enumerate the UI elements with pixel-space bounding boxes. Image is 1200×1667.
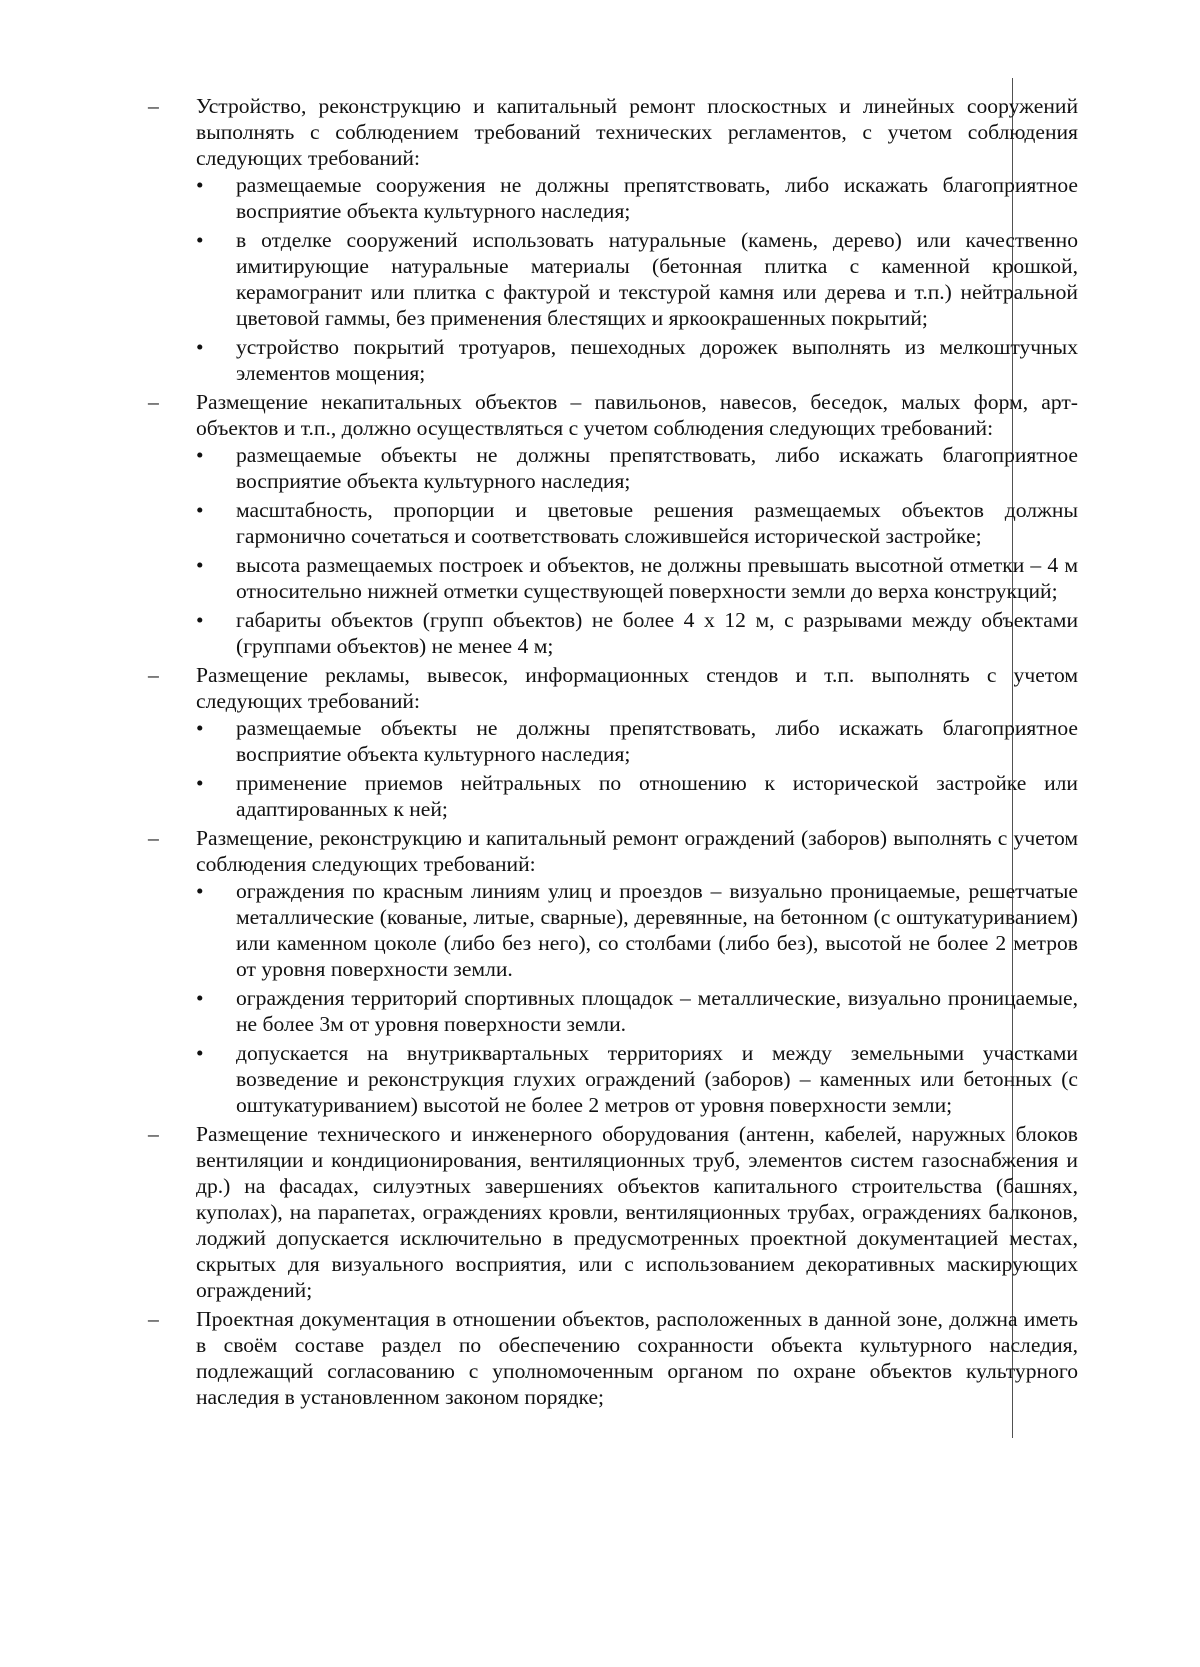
bullet-list-item [196,770,1078,822]
bullet-list-item [196,878,1078,982]
bullet-list-item [196,552,1078,604]
dash-marker: – [148,1307,159,1331]
bullet-text: масштабность, пропорции и цветовые решения размещаемых объектов должны гармонично сочетаться и соответствовать сложившейся исторической застройке; [236,498,1078,548]
bullet-marker: • [196,879,204,903]
dash-marker: – [148,663,159,687]
bullet-text: размещаемые сооружения не должны препятствовать, либо искажать благоприятное восприятие объекта культурного наследия; [236,173,1078,223]
dash-list-item [148,662,1078,822]
paragraph-text: Размещение некапитальных объектов – павильонов, навесов, беседок, малых форм, арт-объектов и т.п., должно осуществляться с учетом соблюдения следующих требований: [196,390,1078,440]
bullet-list-item [196,985,1078,1037]
bullet-list-item [196,715,1078,767]
bullet-text: в отделке сооружений использовать натуральные (камень, дерево) или качественно имитирующие натуральные материалы (бетонная плитка с каменной крошкой, керамогранит или плитка с фактурой и текстурой камня или дерева и т.п.) нейтральной цветовой гаммы, без применения блестящих и яркоокрашенных покрытий; [236,228,1078,330]
bullet-text: ограждения территорий спортивных площадок – металлические, визуально проницаемые, не более 3м от уровня поверхности земли. [236,986,1078,1036]
bullet-list-item [196,1040,1078,1118]
bullet-marker: • [196,443,204,467]
bullet-list-item [196,442,1078,494]
bullet-marker: • [196,986,204,1010]
bullet-marker: • [196,771,204,795]
dash-marker: – [148,1122,159,1146]
bullet-list-item [196,227,1078,331]
bullet-text: устройство покрытий тротуаров, пешеходных дорожек выполнять из мелкоштучных элементов мощения; [236,335,1078,385]
dash-marker: – [148,94,159,118]
bullet-list [196,878,1078,1118]
bullet-marker: • [196,228,204,252]
paragraph-text: Размещение технического и инженерного оборудования (антенн, кабелей, наружных блоков вентиляции и кондиционирования, вентиляционных труб, элементов систем газоснабжения и др.) на фасадах, силуэтных завершениях объектов капитального строительства (башнях, куполах), на парапетах, ограждениях кровли, вентиляционных трубах, ограждениях балконов, лоджий допускается исключительно в предусмотренных проектной документацией местах, скрытых для визуального восприятия, или с использованием декоративных маскирующих ограждений; [196,1122,1078,1302]
bullet-marker: • [196,608,204,632]
bullet-marker: • [196,498,204,522]
bullet-marker: • [196,173,204,197]
bullet-text: габариты объектов (групп объектов) не более 4 х 12 м, с разрывами между объектами (группами объектов) не менее 4 м; [236,608,1078,658]
document-body [148,93,1078,1413]
dash-list-item [148,825,1078,1118]
paragraph-text: Размещение, реконструкцию и капитальный ремонт ограждений (заборов) выполнять с учетом соблюдения следующих требований: [196,826,1078,876]
bullet-list-item [196,497,1078,549]
bullet-list [196,715,1078,822]
bullet-list-item [196,607,1078,659]
bullet-list-item [196,334,1078,386]
paragraph-text: Устройство, реконструкцию и капитальный ремонт плоскостных и линейных сооружений выполнять с соблюдением требований технических регламентов, с учетом соблюдения следующих требований: [196,94,1078,170]
bullet-marker: • [196,716,204,740]
bullet-marker: • [196,1041,204,1065]
bullet-list [196,172,1078,386]
dash-marker: – [148,390,159,414]
bullet-text: допускается на внутриквартальных территориях и между земельными участками возведение и реконструкция глухих ограждений (заборов) – каменных или бетонных (с оштукатуриванием) высотой не более 2 метров от уровня поверхности земли; [236,1041,1078,1117]
dash-list-item [148,1306,1078,1410]
dash-list-item [148,389,1078,659]
dash-list-item [148,93,1078,386]
bullet-text: ограждения по красным линиям улиц и проездов – визуально проницаемые, решетчатые металлические (кованые, литые, сварные), деревянные, на бетонном (с оштукатуриванием) или каменном цоколе (либо без него), со столбами (либо без), высотой не более 2 метров от уровня поверхности земли. [236,879,1078,981]
paragraph-text: Размещение рекламы, вывесок, информационных стендов и т.п. выполнять с учетом следующих требований: [196,663,1078,713]
bullet-text: размещаемые объекты не должны препятствовать, либо искажать благоприятное восприятие объекта культурного наследия; [236,716,1078,766]
bullet-list [196,442,1078,659]
bullet-text: применение приемов нейтральных по отношению к исторической застройке или адаптированных к ней; [236,771,1078,821]
dash-marker: – [148,826,159,850]
paragraph-text: Проектная документация в отношении объектов, расположенных в данной зоне, должна иметь в своём составе раздел по обеспечению сохранности объекта культурного наследия, подлежащий согласованию с уполномоченным органом по охране объектов культурного наследия в установленном законом порядке; [196,1307,1078,1409]
bullet-marker: • [196,335,204,359]
bullet-text: размещаемые объекты не должны препятствовать, либо искажать благоприятное восприятие объекта культурного наследия; [236,443,1078,493]
dash-list-item [148,1121,1078,1303]
bullet-marker: • [196,553,204,577]
bullet-list-item [196,172,1078,224]
bullet-text: высота размещаемых построек и объектов, не должны превышать высотной отметки – 4 м относительно нижней отметки существующей поверхности земли до верха конструкций; [236,553,1078,603]
